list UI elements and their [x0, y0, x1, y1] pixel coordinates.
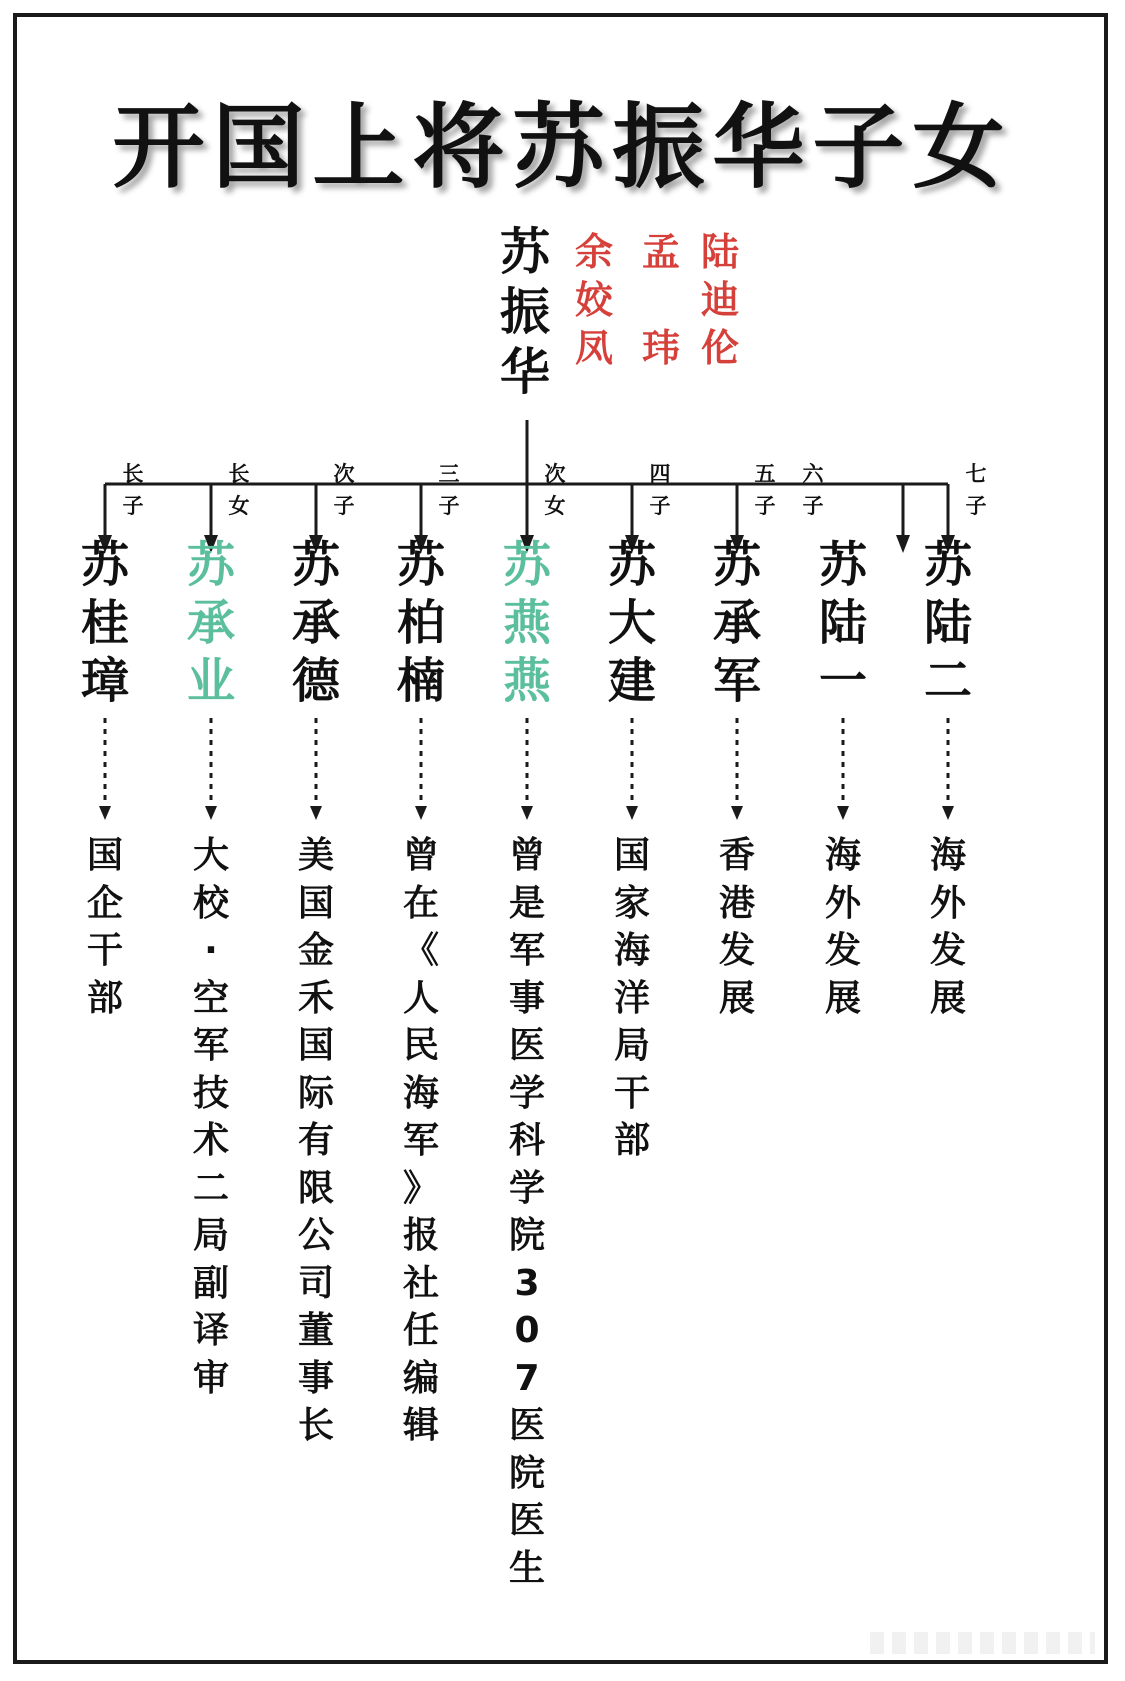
page-title: 开国上将苏振华子女: [112, 93, 1013, 201]
child-name: 苏 承 业: [186, 537, 235, 709]
description-arrowhead: [521, 806, 533, 820]
child-relation-label: 长 女: [228, 462, 250, 518]
description-arrowhead: [626, 806, 638, 820]
watermark: [870, 1632, 1095, 1654]
child-description: 大 校 · 空 军 技 术 二 局 副 译 审: [192, 835, 229, 1399]
child-description: 国 家 海 洋 局 干 部: [613, 835, 650, 1161]
child-relation-label: 三 子: [438, 462, 460, 518]
child-description: 国 企 干 部: [86, 835, 123, 1019]
child-name: 苏 柏 楠: [396, 537, 445, 709]
description-arrowhead: [942, 806, 954, 820]
child-description: 香 港 发 展: [718, 835, 755, 1019]
child-relation-label: 长 子: [122, 462, 144, 518]
description-arrowhead: [310, 806, 322, 820]
child-description: 曾 在 《 人 民 海 军 》 报 社 任 编 辑: [402, 835, 439, 1446]
root-person-name: 苏 振 华: [500, 223, 550, 401]
child-description: 海 外 发 展: [824, 835, 861, 1019]
child-relation-label: 五 子: [754, 462, 776, 518]
child-name: 苏 陆 二: [923, 537, 972, 709]
description-arrowhead: [99, 806, 111, 820]
child-relation-label: 七 子: [965, 462, 987, 518]
spouse-name: 孟 玮: [641, 230, 680, 370]
spouse-name: 陆 迪 伦: [700, 230, 739, 370]
child-relation-label: 四 子: [649, 462, 671, 518]
child-description: 海 外 发 展: [929, 835, 966, 1019]
child-name: 苏 大 建: [607, 537, 656, 709]
child-arrowhead: [896, 535, 910, 553]
description-arrowhead: [205, 806, 217, 820]
spouse-name: 余 姣 凤: [574, 230, 613, 370]
child-relation-label: 六 子: [802, 462, 824, 518]
child-name: 苏 桂 璋: [80, 537, 129, 709]
child-name: 苏 陆 一: [818, 537, 867, 709]
description-arrowhead: [731, 806, 743, 820]
child-name: 苏 承 军: [712, 537, 761, 709]
child-relation-label: 次 子: [333, 462, 355, 518]
child-description: 美 国 金 禾 国 际 有 限 公 司 董 事 长: [297, 835, 334, 1446]
description-arrowhead: [837, 806, 849, 820]
child-description: 曾 是 军 事 医 学 科 学 院 3 0 7 医 院 医 生: [508, 835, 545, 1589]
child-relation-label: 次 女: [544, 462, 566, 518]
child-name: 苏 承 德: [291, 537, 340, 709]
child-name: 苏 燕 燕: [502, 537, 551, 709]
description-arrowhead: [415, 806, 427, 820]
